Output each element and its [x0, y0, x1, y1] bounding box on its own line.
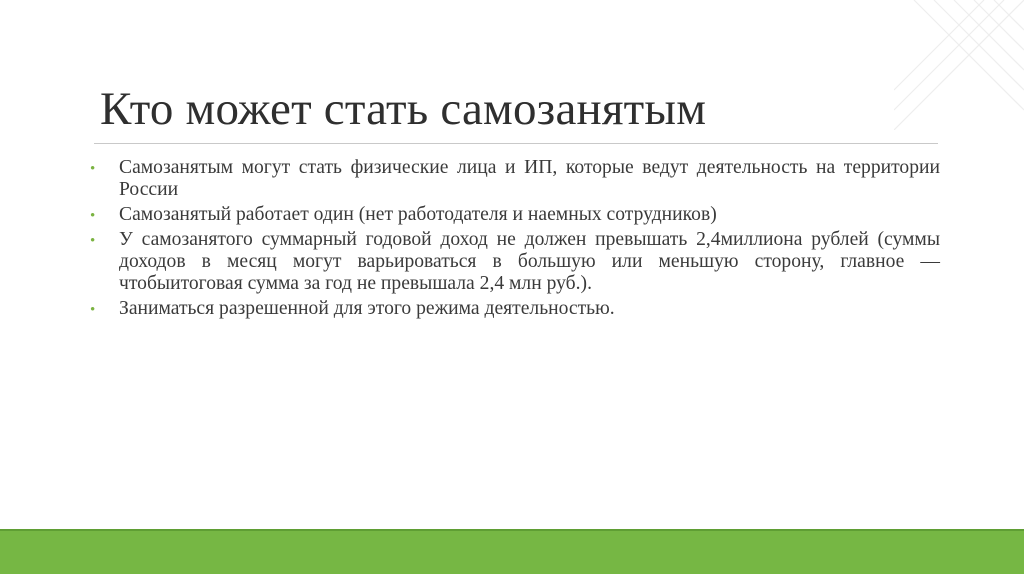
bullet-text: Самозанятый работает один (нет работодателя и наемных сотрудников): [119, 204, 717, 225]
bullet-dot-icon: •: [90, 208, 96, 224]
bullet-list: [90, 157, 940, 323]
bullet-item: [90, 157, 940, 201]
corner-decoration: [894, 0, 1024, 130]
bullet-dot-icon: •: [90, 233, 96, 249]
bullet-dot-icon: •: [90, 161, 96, 177]
bullet-item: [90, 298, 940, 320]
bullet-text: Заниматься разрешенной для этого режима деятельностью.: [119, 298, 615, 319]
bullet-dot-icon: •: [90, 302, 96, 318]
slide-title: Кто может стать самозанятым: [100, 83, 707, 135]
bullet-text: Самозанятым могут стать физические лица и ИП, которые ведут деятельность на территории России: [119, 157, 940, 200]
bullet-text: У самозанятого суммарный годовой доход не должен превышать 2,4миллиона рублей (суммы доходов в месяц могут варьироваться в большую или меньшую сторону, главное — чтобыитоговая сумма за год не превышала 2,4 млн руб.).: [119, 229, 940, 294]
bullet-item: [90, 229, 940, 295]
bullet-item: [90, 204, 940, 226]
title-divider: [94, 143, 938, 144]
footer-bar: [0, 531, 1024, 574]
